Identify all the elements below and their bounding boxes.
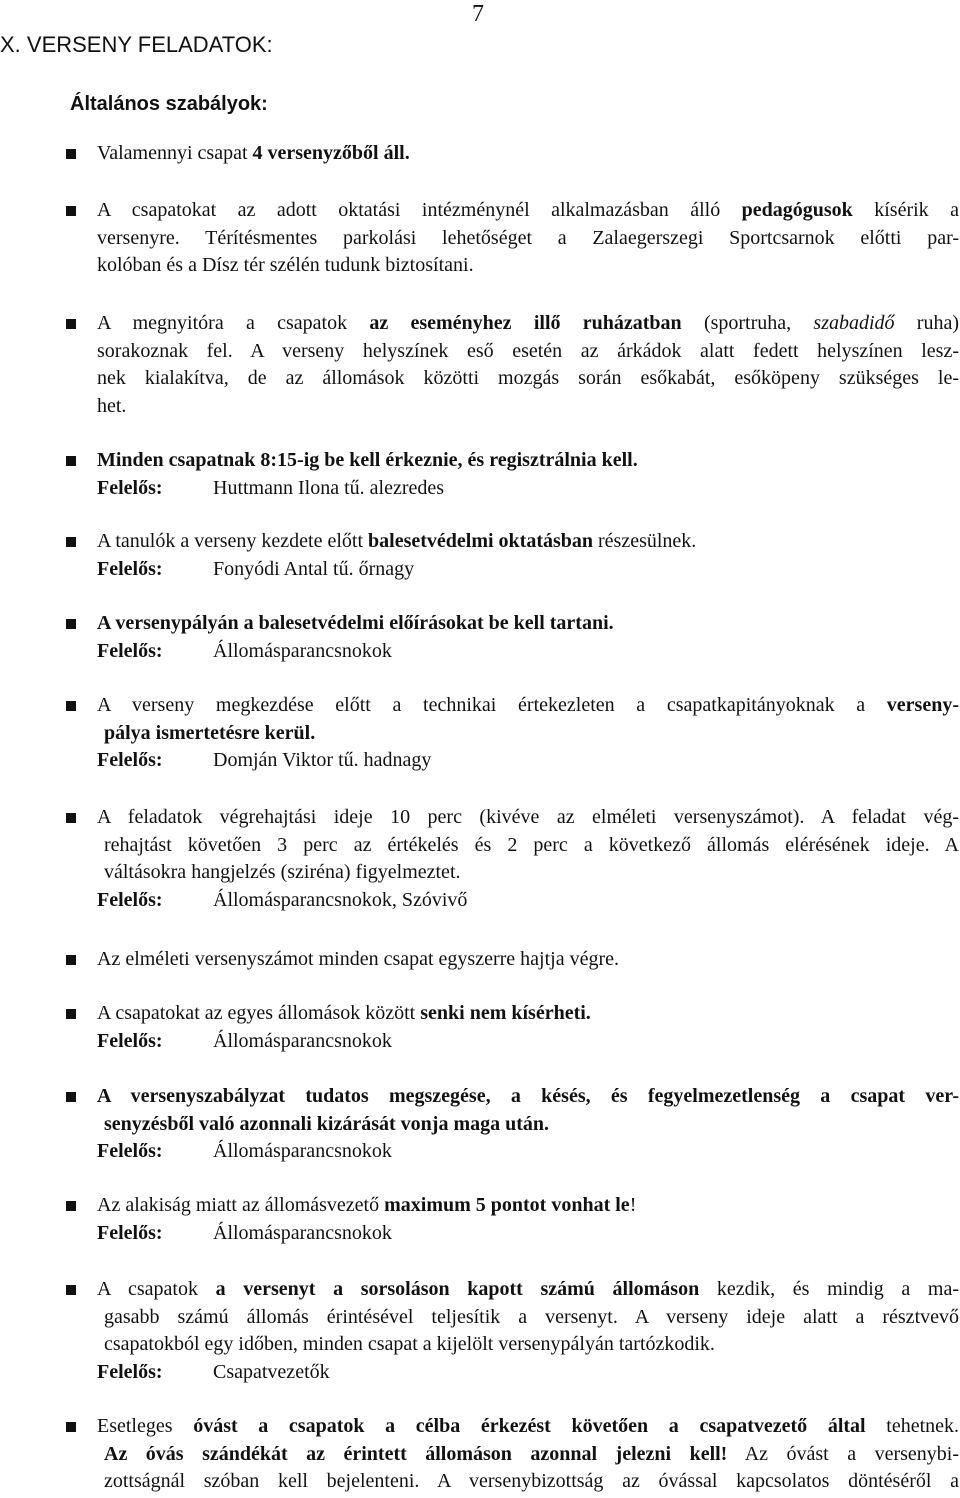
rule-text: nek kialakítva, de az állomások közötti mozgás során esőkabát, esőköpeny szükséges le- xyxy=(97,367,959,390)
bullet-icon xyxy=(66,701,76,711)
responsible-line xyxy=(97,638,959,666)
rule-text-line xyxy=(97,338,959,366)
section-title: X. VERSENY FELADATOK: xyxy=(0,32,273,57)
responsible-line xyxy=(97,1138,959,1166)
rule-text-line xyxy=(97,1000,959,1028)
responsible-line xyxy=(97,475,959,503)
bullet-icon xyxy=(66,456,76,466)
rule-text: Valamennyi csapat xyxy=(97,142,253,164)
responsible-person: Fonyódi Antal tű. őrnagy xyxy=(213,557,415,580)
rule-text-italic: szabadidő xyxy=(813,312,895,334)
rule-item xyxy=(97,946,959,974)
responsible-label: Felelős: xyxy=(97,1029,163,1052)
rule-text-line xyxy=(97,1468,959,1496)
rule-text: sorakoznak fel. A verseny helyszínek eső esetén az árkádok alatt fedett helyszínen lesz- xyxy=(97,339,959,362)
rule-text-line xyxy=(97,692,959,720)
rule-text: rehajtást követően 3 perc az értékelés és 2 perc a következő állomás elérésének ideje. A xyxy=(104,833,959,856)
bullet-icon xyxy=(66,1009,76,1019)
rule-text-bold: az eseményhez illő ruházatban xyxy=(369,312,682,334)
responsible-person: Domján Viktor tű. hadnagy xyxy=(213,749,432,772)
rule-text-bold: 4 versenyzőből áll. xyxy=(252,142,410,164)
rule-text-line xyxy=(97,859,959,887)
bullet-icon xyxy=(66,955,76,965)
rule-item xyxy=(97,1000,959,1055)
rule-text: versenyre. Térítésmentes parkolási lehetőséget a Zalaegerszegi Sportcsarnok előtti par- xyxy=(97,226,959,249)
rule-item xyxy=(97,1276,959,1386)
rule-text: csapatokból egy időben, minden csapat a kijelölt versenypályán tartózkodik. xyxy=(104,1333,715,1356)
rule-text: A csapatokat az adott oktatási intézménynél alkalmazásban álló xyxy=(97,199,742,221)
rule-item xyxy=(97,692,959,775)
rule-text: tehetnek. xyxy=(865,1415,960,1437)
rule-text-bold: A versenypályán a balesetvédelmi előírásokat be kell tartani. xyxy=(97,612,614,634)
rule-text: A csapatok xyxy=(97,1278,216,1300)
bullet-icon xyxy=(66,813,76,823)
rule-text: zottságnál szóban kell bejelenteni. A versenybizottság az óvással kapcsolatos döntéséről a xyxy=(104,1470,959,1493)
responsible-label: Felelős: xyxy=(97,888,163,911)
rule-text-line xyxy=(97,610,959,638)
rule-text-bold: Minden csapatnak 8:15-ig be kell érkeznie, és regisztrálnia kell. xyxy=(97,449,638,471)
responsible-person: Állomásparancsnokok xyxy=(213,1221,392,1244)
rule-item xyxy=(97,310,959,420)
rule-text-line xyxy=(97,720,959,748)
rule-item xyxy=(97,197,959,280)
responsible-label: Felelős: xyxy=(97,1360,163,1383)
responsible-person: Állomásparancsnokok xyxy=(213,639,392,662)
rule-text-line xyxy=(97,252,959,280)
rule-text: kísérik a xyxy=(852,199,960,221)
rule-text: ruha) xyxy=(894,312,959,334)
rule-text-bold: a versenyt a sorsoláson kapott számú állomáson xyxy=(215,1278,700,1300)
rule-item xyxy=(97,1413,959,1496)
rule-text-line xyxy=(97,1083,959,1111)
rule-text-bold: A versenyszabályzat tudatos megszegése, a késés, és fegyelmezetlenség a csapat ver- xyxy=(97,1085,959,1107)
responsible-label: Felelős: xyxy=(97,749,163,772)
rule-text: Esetleges xyxy=(97,1415,194,1437)
rule-text-bold: senki nem kísérheti. xyxy=(420,1002,591,1024)
rule-text: kezdik, és mindig a ma- xyxy=(699,1278,959,1300)
rule-text-line xyxy=(97,804,959,832)
rule-text-line xyxy=(97,365,959,393)
rule-text-line xyxy=(97,197,959,225)
responsible-line xyxy=(97,1359,959,1387)
responsible-person: Csapatvezetők xyxy=(213,1360,330,1383)
rule-text: het. xyxy=(97,394,127,417)
rule-text-line xyxy=(97,1413,959,1441)
rule-text: A csapatokat az egyes állomások között xyxy=(97,1002,421,1024)
rule-item xyxy=(97,610,959,665)
subsection-title: Általános szabályok: xyxy=(70,93,268,115)
rule-text-line xyxy=(97,946,959,974)
bullet-icon xyxy=(66,149,76,159)
rule-text: Az óvást a versenybi- xyxy=(727,1442,959,1465)
responsible-label: Felelős: xyxy=(97,476,163,499)
rule-text: (sportruha, xyxy=(681,312,814,334)
bullet-icon xyxy=(66,319,76,329)
rule-text-line xyxy=(97,140,959,168)
rule-text: Az elméleti versenyszámot minden csapat egyszerre hajtja végre. xyxy=(97,948,619,970)
rule-text-bold: verseny- xyxy=(886,694,959,716)
rule-text-bold: senyzésből való azonnali kizárását vonja maga után. xyxy=(104,1112,550,1135)
bullet-icon xyxy=(66,1201,76,1211)
rule-text-line xyxy=(97,832,959,860)
rule-text-line xyxy=(97,1331,959,1359)
responsible-person: Állomásparancsnokok, Szóvivő xyxy=(213,888,468,911)
rule-text: A feladatok végrehajtási ideje 10 perc (kivéve az elméleti versenyszámot). A feladat vég- xyxy=(97,806,959,828)
rule-text-bold: Az óvás szándékát az érintett állomáson azonnal jelezni kell! xyxy=(104,1442,728,1465)
rule-text-line xyxy=(97,1111,959,1139)
rule-item xyxy=(97,1083,959,1166)
rule-text: gasabb számú állomás érintésével teljesítik a versenyt. A verseny ideje alatt a résztvevő xyxy=(104,1305,959,1328)
rule-text-line xyxy=(97,310,959,338)
rule-text-bold: pálya ismertetésre kerül. xyxy=(104,721,316,744)
rule-text-line xyxy=(97,1276,959,1304)
responsible-person: Huttmann Ilona tű. alezredes xyxy=(213,476,445,499)
rule-text-line xyxy=(97,1304,959,1332)
responsible-label: Felelős: xyxy=(97,557,163,580)
rule-item xyxy=(97,140,959,168)
responsible-line xyxy=(97,887,959,915)
bullet-icon xyxy=(66,1422,76,1432)
responsible-label: Felelős: xyxy=(97,1140,163,1163)
rule-text-line xyxy=(97,225,959,253)
rule-text-bold: balesetvédelmi oktatásban xyxy=(368,530,594,552)
rule-text-bold: óvást a csapatok a célba érkezést követően a csapatvezető által xyxy=(193,1415,866,1437)
bullet-icon xyxy=(66,206,76,216)
rule-text: részesülnek. xyxy=(593,530,697,552)
rule-text: A verseny megkezdése előtt a technikai értekezleten a csapatkapitányoknak a xyxy=(97,694,887,716)
bullet-icon xyxy=(66,1092,76,1102)
rule-item xyxy=(97,1192,959,1247)
rule-text: váltásokra hangjelzés (sziréna) figyelmeztet. xyxy=(104,861,461,884)
responsible-person: Állomásparancsnokok xyxy=(213,1029,392,1052)
rule-text: Az alakiság miatt az állomásvezető xyxy=(97,1194,385,1216)
rule-item xyxy=(97,528,959,583)
responsible-line xyxy=(97,556,959,584)
rule-item xyxy=(97,804,959,914)
bullet-icon xyxy=(66,619,76,629)
bullet-icon xyxy=(66,1285,76,1295)
rule-text: A megnyitóra a csapatok xyxy=(97,312,370,334)
responsible-line xyxy=(97,1028,959,1056)
rule-text-line xyxy=(97,1192,959,1220)
rule-text-bold: maximum 5 pontot vonhat le xyxy=(384,1194,630,1216)
rule-text-bold: pedagógusok xyxy=(741,199,853,221)
responsible-line xyxy=(97,747,959,775)
responsible-person: Állomásparancsnokok xyxy=(213,1140,392,1163)
rule-text-line xyxy=(97,1441,959,1469)
bullet-icon xyxy=(66,537,76,547)
responsible-label: Felelős: xyxy=(97,639,163,662)
rule-text: ! xyxy=(629,1194,637,1216)
rule-text-line xyxy=(97,447,959,475)
rule-text-line xyxy=(97,528,959,556)
rule-item xyxy=(97,447,959,502)
page-number: 7 xyxy=(472,1,484,27)
responsible-line xyxy=(97,1220,959,1248)
responsible-label: Felelős: xyxy=(97,1221,163,1244)
rule-text: kolóban és a Dísz tér szélén tudunk biztosítani. xyxy=(97,254,474,277)
rule-text-line xyxy=(97,393,959,421)
rule-text: A tanulók a verseny kezdete előtt xyxy=(97,530,369,552)
